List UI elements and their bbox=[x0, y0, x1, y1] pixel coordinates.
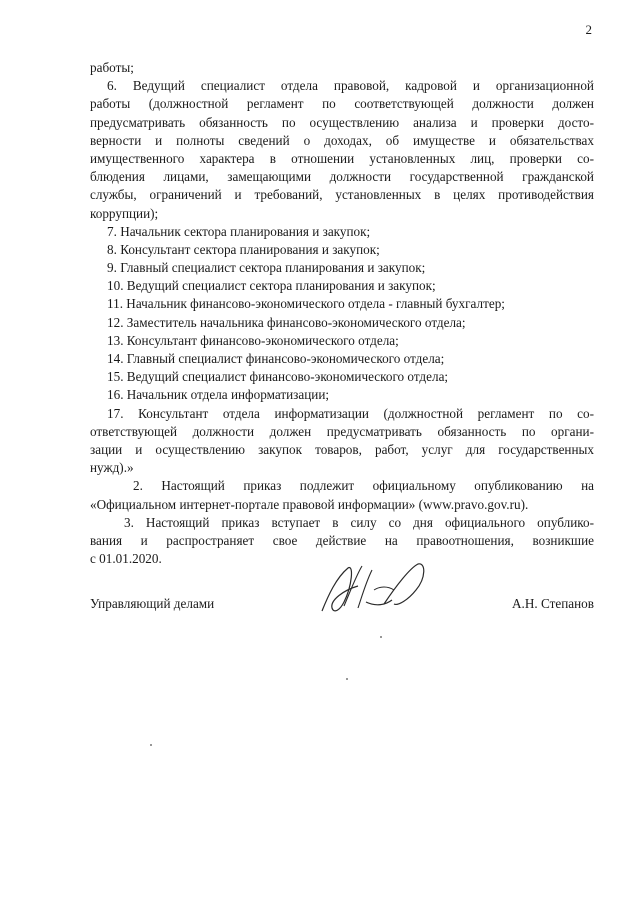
text-line: 6. Ведущий специалист отдела правовой, кадровой и организационной bbox=[107, 78, 594, 94]
text-line: работы (должностной регламент по соответствующей должности должен bbox=[90, 96, 594, 112]
text-line: предусматривать обязанность по осуществлению анализа и проверки досто- bbox=[90, 114, 594, 130]
text-line: «Официальном интернет-портале правовой информации» (www.pravo.gov.ru). bbox=[90, 496, 529, 512]
text-line: верности и полноты сведений о доходах, об имуществе и обязательствах bbox=[90, 132, 594, 148]
text-line: 14. Главный специалист финансово-экономического отдела; bbox=[107, 351, 445, 366]
text-line: коррупции); bbox=[90, 205, 159, 221]
scan-speck bbox=[380, 636, 382, 638]
text-line: 12. Заместитель начальника финансово-экономического отдела; bbox=[107, 314, 466, 330]
text-line: 17. Консультант отдела информатизации (должностной регламент по со- bbox=[107, 405, 594, 421]
signatory-name: А.Н. Степанов bbox=[512, 596, 594, 611]
text-line: 2. Настоящий приказ подлежит официальному опубликованию на bbox=[133, 478, 594, 494]
text-line: 9. Главный специалист сектора планирования и закупок; bbox=[107, 260, 426, 276]
text-line: зации и осуществлению закупок товаров, работ, услуг для государственных bbox=[90, 441, 594, 457]
text-line: нужд).» bbox=[90, 460, 134, 476]
handwritten-signature bbox=[314, 556, 434, 626]
text-line: 11. Начальник финансово-экономического отдела - главный бухгалтер; bbox=[107, 296, 505, 312]
text-line: 13. Консультант финансово-экономического отдела; bbox=[107, 332, 399, 348]
text-line: имущественного характера в отношении установленных лиц, проверки со- bbox=[90, 150, 594, 166]
text-line: 16. Начальник отдела информатизации; bbox=[107, 387, 330, 403]
signatory-title: Управляющий делами bbox=[90, 596, 215, 611]
text-line: работы; bbox=[90, 60, 134, 75]
text-line: 15. Ведущий специалист финансово-экономического отдела; bbox=[107, 369, 449, 385]
scan-speck bbox=[346, 678, 348, 680]
text-line: ответствующей должности должен предусматривать обязанность по органи- bbox=[90, 423, 594, 439]
scan-speck bbox=[150, 744, 152, 746]
page-number: 2 bbox=[585, 22, 592, 37]
text-line: 3. Настоящий приказ вступает в силу со дня официального опублико- bbox=[124, 514, 594, 530]
text-line: с 01.01.2020. bbox=[90, 551, 162, 567]
text-line: службы, ограничений и требований, установленных в целях противодействия bbox=[90, 187, 594, 203]
text-line: блюдения лицами, замещающими должности государственной гражданской bbox=[90, 169, 594, 185]
text-line: вания и распространяет свое действие на правоотношения, возникшие bbox=[90, 532, 594, 548]
text-line: 7. Начальник сектора планирования и закупок; bbox=[107, 223, 371, 239]
text-line: 10. Ведущий специалист сектора планирования и закупок; bbox=[107, 278, 436, 294]
document-body bbox=[90, 59, 594, 568]
text-line: 8. Консультант сектора планирования и закупок; bbox=[107, 241, 380, 257]
